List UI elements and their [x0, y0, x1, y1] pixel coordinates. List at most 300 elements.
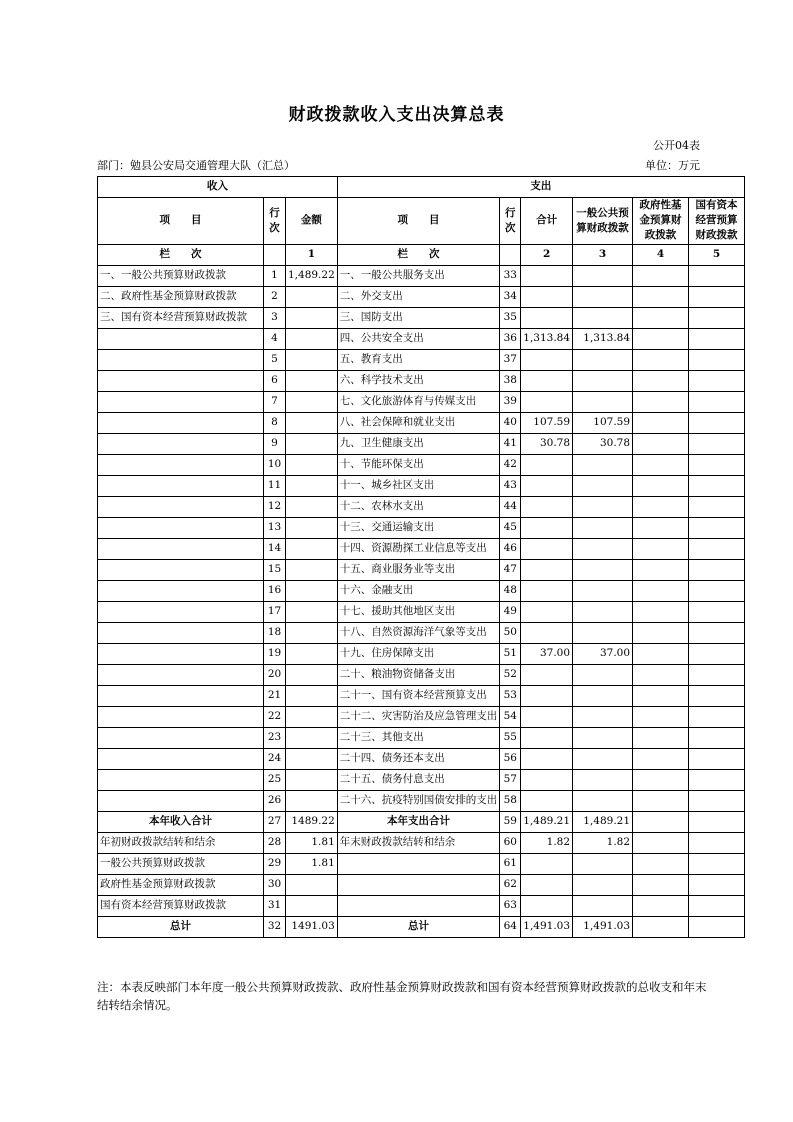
expense-state-capital — [689, 643, 745, 664]
expense-general — [573, 475, 633, 496]
expense-fund — [633, 622, 689, 643]
expense-fund — [633, 454, 689, 475]
expense-fund — [633, 370, 689, 391]
income-item — [98, 769, 264, 790]
expense-fund — [633, 853, 689, 874]
table-row — [98, 538, 745, 559]
expense-line-no: 49 — [500, 601, 521, 622]
table-row — [98, 895, 745, 916]
expense-total — [521, 622, 573, 643]
expense-general — [573, 769, 633, 790]
expense-line-no: 59 — [500, 811, 521, 832]
income-amount: 1,489.22 — [286, 265, 338, 286]
expense-item: 十二、农林水支出 — [337, 496, 500, 517]
expense-total — [521, 853, 573, 874]
table-row — [98, 496, 745, 517]
expense-general — [573, 685, 633, 706]
expense-line-no: 56 — [500, 748, 521, 769]
expense-state-capital — [689, 475, 745, 496]
income-item — [98, 727, 264, 748]
expense-general — [573, 706, 633, 727]
expense-state-capital — [689, 916, 745, 937]
income-amount — [286, 286, 338, 307]
budget-table — [97, 176, 745, 938]
expense-total — [521, 265, 573, 286]
income-item — [98, 433, 264, 454]
state-capital-header: 国有资本经营预算财政拨款 — [689, 198, 745, 245]
income-item: 国有资本经营预算财政拨款 — [98, 895, 264, 916]
expense-item: 二十四、债务还本支出 — [337, 748, 500, 769]
income-item: 政府性基金预算财政拨款 — [98, 874, 264, 895]
table-row — [98, 685, 745, 706]
expense-fund — [633, 748, 689, 769]
expense-fund — [633, 832, 689, 853]
expense-state-capital — [689, 685, 745, 706]
table-row — [98, 601, 745, 622]
expense-state-capital — [689, 496, 745, 517]
table-row — [98, 790, 745, 811]
expense-line-header: 行次 — [500, 198, 521, 245]
table-row — [98, 622, 745, 643]
expense-state-capital — [689, 265, 745, 286]
expense-general: 1,313.84 — [573, 328, 633, 349]
income-amount: 1.81 — [286, 853, 338, 874]
fund-budget-header: 政府性基金预算财政拨款 — [633, 198, 689, 245]
expense-item: 十五、商业服务业等支出 — [337, 559, 500, 580]
income-line-no: 31 — [264, 895, 286, 916]
expense-state-capital — [689, 412, 745, 433]
expense-line-no: 61 — [500, 853, 521, 874]
income-item — [98, 412, 264, 433]
expense-fund — [633, 517, 689, 538]
income-line-no: 6 — [264, 370, 286, 391]
table-row — [98, 391, 745, 412]
expense-item: 八、社会保障和就业支出 — [337, 412, 500, 433]
expense-line-no: 47 — [500, 559, 521, 580]
income-header: 收入 — [98, 177, 338, 198]
expense-fund — [633, 475, 689, 496]
income-line-no: 15 — [264, 559, 286, 580]
expense-item-header: 项 目 — [337, 198, 500, 245]
income-line-no: 5 — [264, 349, 286, 370]
income-line-no: 20 — [264, 664, 286, 685]
table-row — [98, 832, 745, 853]
expense-item: 十一、城乡社区支出 — [337, 475, 500, 496]
expense-line-no: 43 — [500, 475, 521, 496]
income-item: 三、国有资本经营预算财政拨款 — [98, 307, 264, 328]
income-item — [98, 517, 264, 538]
expense-fund — [633, 769, 689, 790]
table-row — [98, 811, 745, 832]
income-amount — [286, 622, 338, 643]
col-num-2: 2 — [521, 244, 573, 265]
income-item — [98, 643, 264, 664]
expense-state-capital — [689, 727, 745, 748]
expense-item: 二十五、债务付息支出 — [337, 769, 500, 790]
expense-state-capital — [689, 517, 745, 538]
expense-general — [573, 664, 633, 685]
expense-item: 二十六、抗疫特别国债安排的支出 — [337, 790, 500, 811]
expense-state-capital — [689, 664, 745, 685]
income-line-no: 9 — [264, 433, 286, 454]
table-row — [98, 748, 745, 769]
expense-line-no: 39 — [500, 391, 521, 412]
income-amount — [286, 727, 338, 748]
expense-total: 1,491.03 — [521, 916, 573, 937]
expense-item: 六、科学技术支出 — [337, 370, 500, 391]
income-amount — [286, 895, 338, 916]
income-amount-header: 金额 — [286, 198, 338, 245]
expense-general — [573, 874, 633, 895]
table-row — [98, 286, 745, 307]
expense-line-no: 55 — [500, 727, 521, 748]
table-row — [98, 433, 745, 454]
footnote: 注：本表反映部门本年度一般公共预算财政拨款、政府性基金预算财政拨款和国有资本经营预算财政拨款的总收支和年末结转结余情况。 — [97, 980, 707, 1012]
expense-state-capital — [689, 706, 745, 727]
expense-state-capital — [689, 433, 745, 454]
income-item — [98, 685, 264, 706]
expense-state-capital — [689, 349, 745, 370]
expense-fund — [633, 727, 689, 748]
expense-fund — [633, 433, 689, 454]
expense-item — [337, 874, 500, 895]
income-line-no: 22 — [264, 706, 286, 727]
header-row-sections — [98, 177, 745, 198]
expense-fund — [633, 328, 689, 349]
expense-line-no: 48 — [500, 580, 521, 601]
income-amount: 1.81 — [286, 832, 338, 853]
expense-general: 1.82 — [573, 832, 633, 853]
expense-item: 二十三、其他支出 — [337, 727, 500, 748]
table-row — [98, 916, 745, 937]
expense-total — [521, 370, 573, 391]
expense-general — [573, 559, 633, 580]
expense-fund — [633, 685, 689, 706]
expense-line-no: 42 — [500, 454, 521, 475]
table-row — [98, 265, 745, 286]
form-code: 公开04表 — [653, 139, 700, 152]
income-amount — [286, 664, 338, 685]
expense-line-no: 44 — [500, 496, 521, 517]
expense-fund — [633, 643, 689, 664]
table-row — [98, 664, 745, 685]
income-amount — [286, 769, 338, 790]
table-row — [98, 517, 745, 538]
expense-general — [573, 286, 633, 307]
income-item: 一、一般公共预算财政拨款 — [98, 265, 264, 286]
expense-state-capital — [689, 622, 745, 643]
income-item — [98, 559, 264, 580]
income-item: 本年收入合计 — [98, 811, 264, 832]
expense-fund — [633, 895, 689, 916]
expense-fund — [633, 307, 689, 328]
expense-item: 三、国防支出 — [337, 307, 500, 328]
income-item: 二、政府性基金预算财政拨款 — [98, 286, 264, 307]
income-line-no: 7 — [264, 391, 286, 412]
col-num-1: 1 — [286, 244, 338, 265]
expense-line-no: 40 — [500, 412, 521, 433]
expense-state-capital — [689, 559, 745, 580]
expense-general: 107.59 — [573, 412, 633, 433]
income-amount — [286, 706, 338, 727]
income-item — [98, 328, 264, 349]
income-line-no: 21 — [264, 685, 286, 706]
expense-state-capital — [689, 454, 745, 475]
department-label: 部门：勉县公安局交通管理大队（汇总） — [97, 159, 295, 172]
expense-general: 30.78 — [573, 433, 633, 454]
income-amount — [286, 349, 338, 370]
income-line-no: 19 — [264, 643, 286, 664]
table-row — [98, 769, 745, 790]
expense-total — [521, 769, 573, 790]
income-amount — [286, 580, 338, 601]
income-line-no: 8 — [264, 412, 286, 433]
expense-state-capital — [689, 895, 745, 916]
expense-state-capital — [689, 580, 745, 601]
income-column-label: 栏 次 — [98, 244, 264, 265]
expense-item: 七、文化旅游体育与传媒支出 — [337, 391, 500, 412]
table-row — [98, 370, 745, 391]
income-line-no: 27 — [264, 811, 286, 832]
expense-total: 30.78 — [521, 433, 573, 454]
expense-item: 总计 — [337, 916, 500, 937]
expense-total: 1.82 — [521, 832, 573, 853]
expense-state-capital — [689, 328, 745, 349]
income-item — [98, 370, 264, 391]
expense-item: 十、节能环保支出 — [337, 454, 500, 475]
expense-fund — [633, 349, 689, 370]
expense-fund — [633, 286, 689, 307]
expense-total-header: 合计 — [521, 198, 573, 245]
expense-fund — [633, 496, 689, 517]
income-amount — [286, 685, 338, 706]
income-line-no: 32 — [264, 916, 286, 937]
expense-line-no: 45 — [500, 517, 521, 538]
income-amount — [286, 538, 338, 559]
expense-line-no: 50 — [500, 622, 521, 643]
income-line-no: 24 — [264, 748, 286, 769]
expense-fund — [633, 265, 689, 286]
income-amount — [286, 748, 338, 769]
income-item — [98, 475, 264, 496]
expense-general — [573, 622, 633, 643]
expense-total — [521, 601, 573, 622]
income-line-no: 18 — [264, 622, 286, 643]
income-item — [98, 622, 264, 643]
expense-line-no: 57 — [500, 769, 521, 790]
income-amount — [286, 601, 338, 622]
expense-state-capital — [689, 370, 745, 391]
expense-item — [337, 895, 500, 916]
expense-total — [521, 748, 573, 769]
income-amount — [286, 790, 338, 811]
expense-general — [573, 496, 633, 517]
expense-item: 十三、交通运输支出 — [337, 517, 500, 538]
expense-total — [521, 454, 573, 475]
expense-line-no: 34 — [500, 286, 521, 307]
expense-item — [337, 853, 500, 874]
income-line-no: 2 — [264, 286, 286, 307]
income-line-no: 14 — [264, 538, 286, 559]
expense-item: 十四、资源勘探工业信息等支出 — [337, 538, 500, 559]
expense-general: 1,491.03 — [573, 916, 633, 937]
table-row — [98, 559, 745, 580]
income-line-header: 行次 — [264, 198, 286, 245]
income-item — [98, 496, 264, 517]
income-line-no: 30 — [264, 874, 286, 895]
expense-fund — [633, 664, 689, 685]
expense-total — [521, 307, 573, 328]
expense-line-no: 54 — [500, 706, 521, 727]
table-row — [98, 412, 745, 433]
expense-header: 支出 — [337, 177, 744, 198]
table-row — [98, 853, 745, 874]
income-amount — [286, 475, 338, 496]
expense-total — [521, 664, 573, 685]
table-row — [98, 706, 745, 727]
expense-fund — [633, 580, 689, 601]
expense-fund — [633, 706, 689, 727]
expense-line-no: 33 — [500, 265, 521, 286]
expense-fund — [633, 790, 689, 811]
expense-state-capital — [689, 286, 745, 307]
expense-line-no: 41 — [500, 433, 521, 454]
expense-general — [573, 601, 633, 622]
expense-state-capital — [689, 790, 745, 811]
expense-total — [521, 895, 573, 916]
table-row — [98, 328, 745, 349]
page-title: 财政拨款收入支出决算总表 — [288, 105, 505, 125]
expense-item: 五、教育支出 — [337, 349, 500, 370]
expense-line-no: 62 — [500, 874, 521, 895]
col-num-4: 4 — [633, 244, 689, 265]
expense-fund — [633, 874, 689, 895]
expense-total — [521, 559, 573, 580]
expense-total — [521, 727, 573, 748]
income-amount — [286, 370, 338, 391]
income-line-no: 4 — [264, 328, 286, 349]
expense-line-no: 63 — [500, 895, 521, 916]
expense-general — [573, 790, 633, 811]
expense-total: 1,313.84 — [521, 328, 573, 349]
expense-state-capital — [689, 601, 745, 622]
income-line-no: 25 — [264, 769, 286, 790]
income-item — [98, 538, 264, 559]
expense-general — [573, 370, 633, 391]
income-line-no: 11 — [264, 475, 286, 496]
col-num-5: 5 — [689, 244, 745, 265]
expense-item: 二十二、灾害防治及应急管理支出 — [337, 706, 500, 727]
column-number-row — [98, 244, 745, 265]
expense-total — [521, 517, 573, 538]
income-line-no: 12 — [264, 496, 286, 517]
expense-item: 年末财政拨款结转和结余 — [337, 832, 500, 853]
income-line-no: 16 — [264, 580, 286, 601]
income-line-no: 1 — [264, 265, 286, 286]
income-amount — [286, 433, 338, 454]
table-row — [98, 727, 745, 748]
table-row — [98, 307, 745, 328]
income-item — [98, 454, 264, 475]
expense-general — [573, 727, 633, 748]
income-line-no: 17 — [264, 601, 286, 622]
expense-line-no: 64 — [500, 916, 521, 937]
income-item — [98, 790, 264, 811]
expense-item: 十九、住房保障支出 — [337, 643, 500, 664]
expense-item: 本年支出合计 — [337, 811, 500, 832]
income-amount — [286, 559, 338, 580]
col-num-3: 3 — [573, 244, 633, 265]
expense-state-capital — [689, 853, 745, 874]
expense-state-capital — [689, 538, 745, 559]
empty-cell — [264, 244, 286, 265]
expense-total — [521, 790, 573, 811]
expense-general — [573, 580, 633, 601]
expense-column-label: 栏 次 — [337, 244, 500, 265]
expense-fund — [633, 811, 689, 832]
expense-item: 十六、金融支出 — [337, 580, 500, 601]
income-line-no: 23 — [264, 727, 286, 748]
expense-total — [521, 286, 573, 307]
table-row — [98, 874, 745, 895]
expense-state-capital — [689, 811, 745, 832]
income-amount: 1489.22 — [286, 811, 338, 832]
expense-fund — [633, 601, 689, 622]
expense-state-capital — [689, 769, 745, 790]
expense-fund — [633, 412, 689, 433]
income-amount — [286, 307, 338, 328]
table-row — [98, 643, 745, 664]
expense-item: 九、卫生健康支出 — [337, 433, 500, 454]
general-budget-header: 一般公共预算财政拨款 — [573, 198, 633, 245]
income-line-no: 13 — [264, 517, 286, 538]
expense-total — [521, 580, 573, 601]
expense-total — [521, 496, 573, 517]
income-line-no: 26 — [264, 790, 286, 811]
income-amount — [286, 643, 338, 664]
expense-fund — [633, 559, 689, 580]
income-amount — [286, 328, 338, 349]
income-item-header: 项 目 — [98, 198, 264, 245]
expense-item: 二十一、国有资本经营预算支出 — [337, 685, 500, 706]
expense-fund — [633, 391, 689, 412]
expense-line-no: 36 — [500, 328, 521, 349]
expense-total — [521, 685, 573, 706]
expense-total: 107.59 — [521, 412, 573, 433]
expense-total — [521, 706, 573, 727]
expense-fund — [633, 538, 689, 559]
expense-general — [573, 307, 633, 328]
income-amount: 1491.03 — [286, 916, 338, 937]
expense-general — [573, 853, 633, 874]
expense-general: 1,489.21 — [573, 811, 633, 832]
income-line-no: 10 — [264, 454, 286, 475]
expense-general — [573, 349, 633, 370]
income-amount — [286, 496, 338, 517]
expense-general — [573, 538, 633, 559]
expense-general — [573, 265, 633, 286]
expense-line-no: 35 — [500, 307, 521, 328]
expense-total — [521, 475, 573, 496]
expense-total — [521, 874, 573, 895]
income-item: 年初财政拨款结转和结余 — [98, 832, 264, 853]
income-item — [98, 748, 264, 769]
expense-line-no: 51 — [500, 643, 521, 664]
expense-item: 二、外交支出 — [337, 286, 500, 307]
expense-total: 1,489.21 — [521, 811, 573, 832]
expense-general — [573, 454, 633, 475]
expense-item: 二十、粮油物资储备支出 — [337, 664, 500, 685]
